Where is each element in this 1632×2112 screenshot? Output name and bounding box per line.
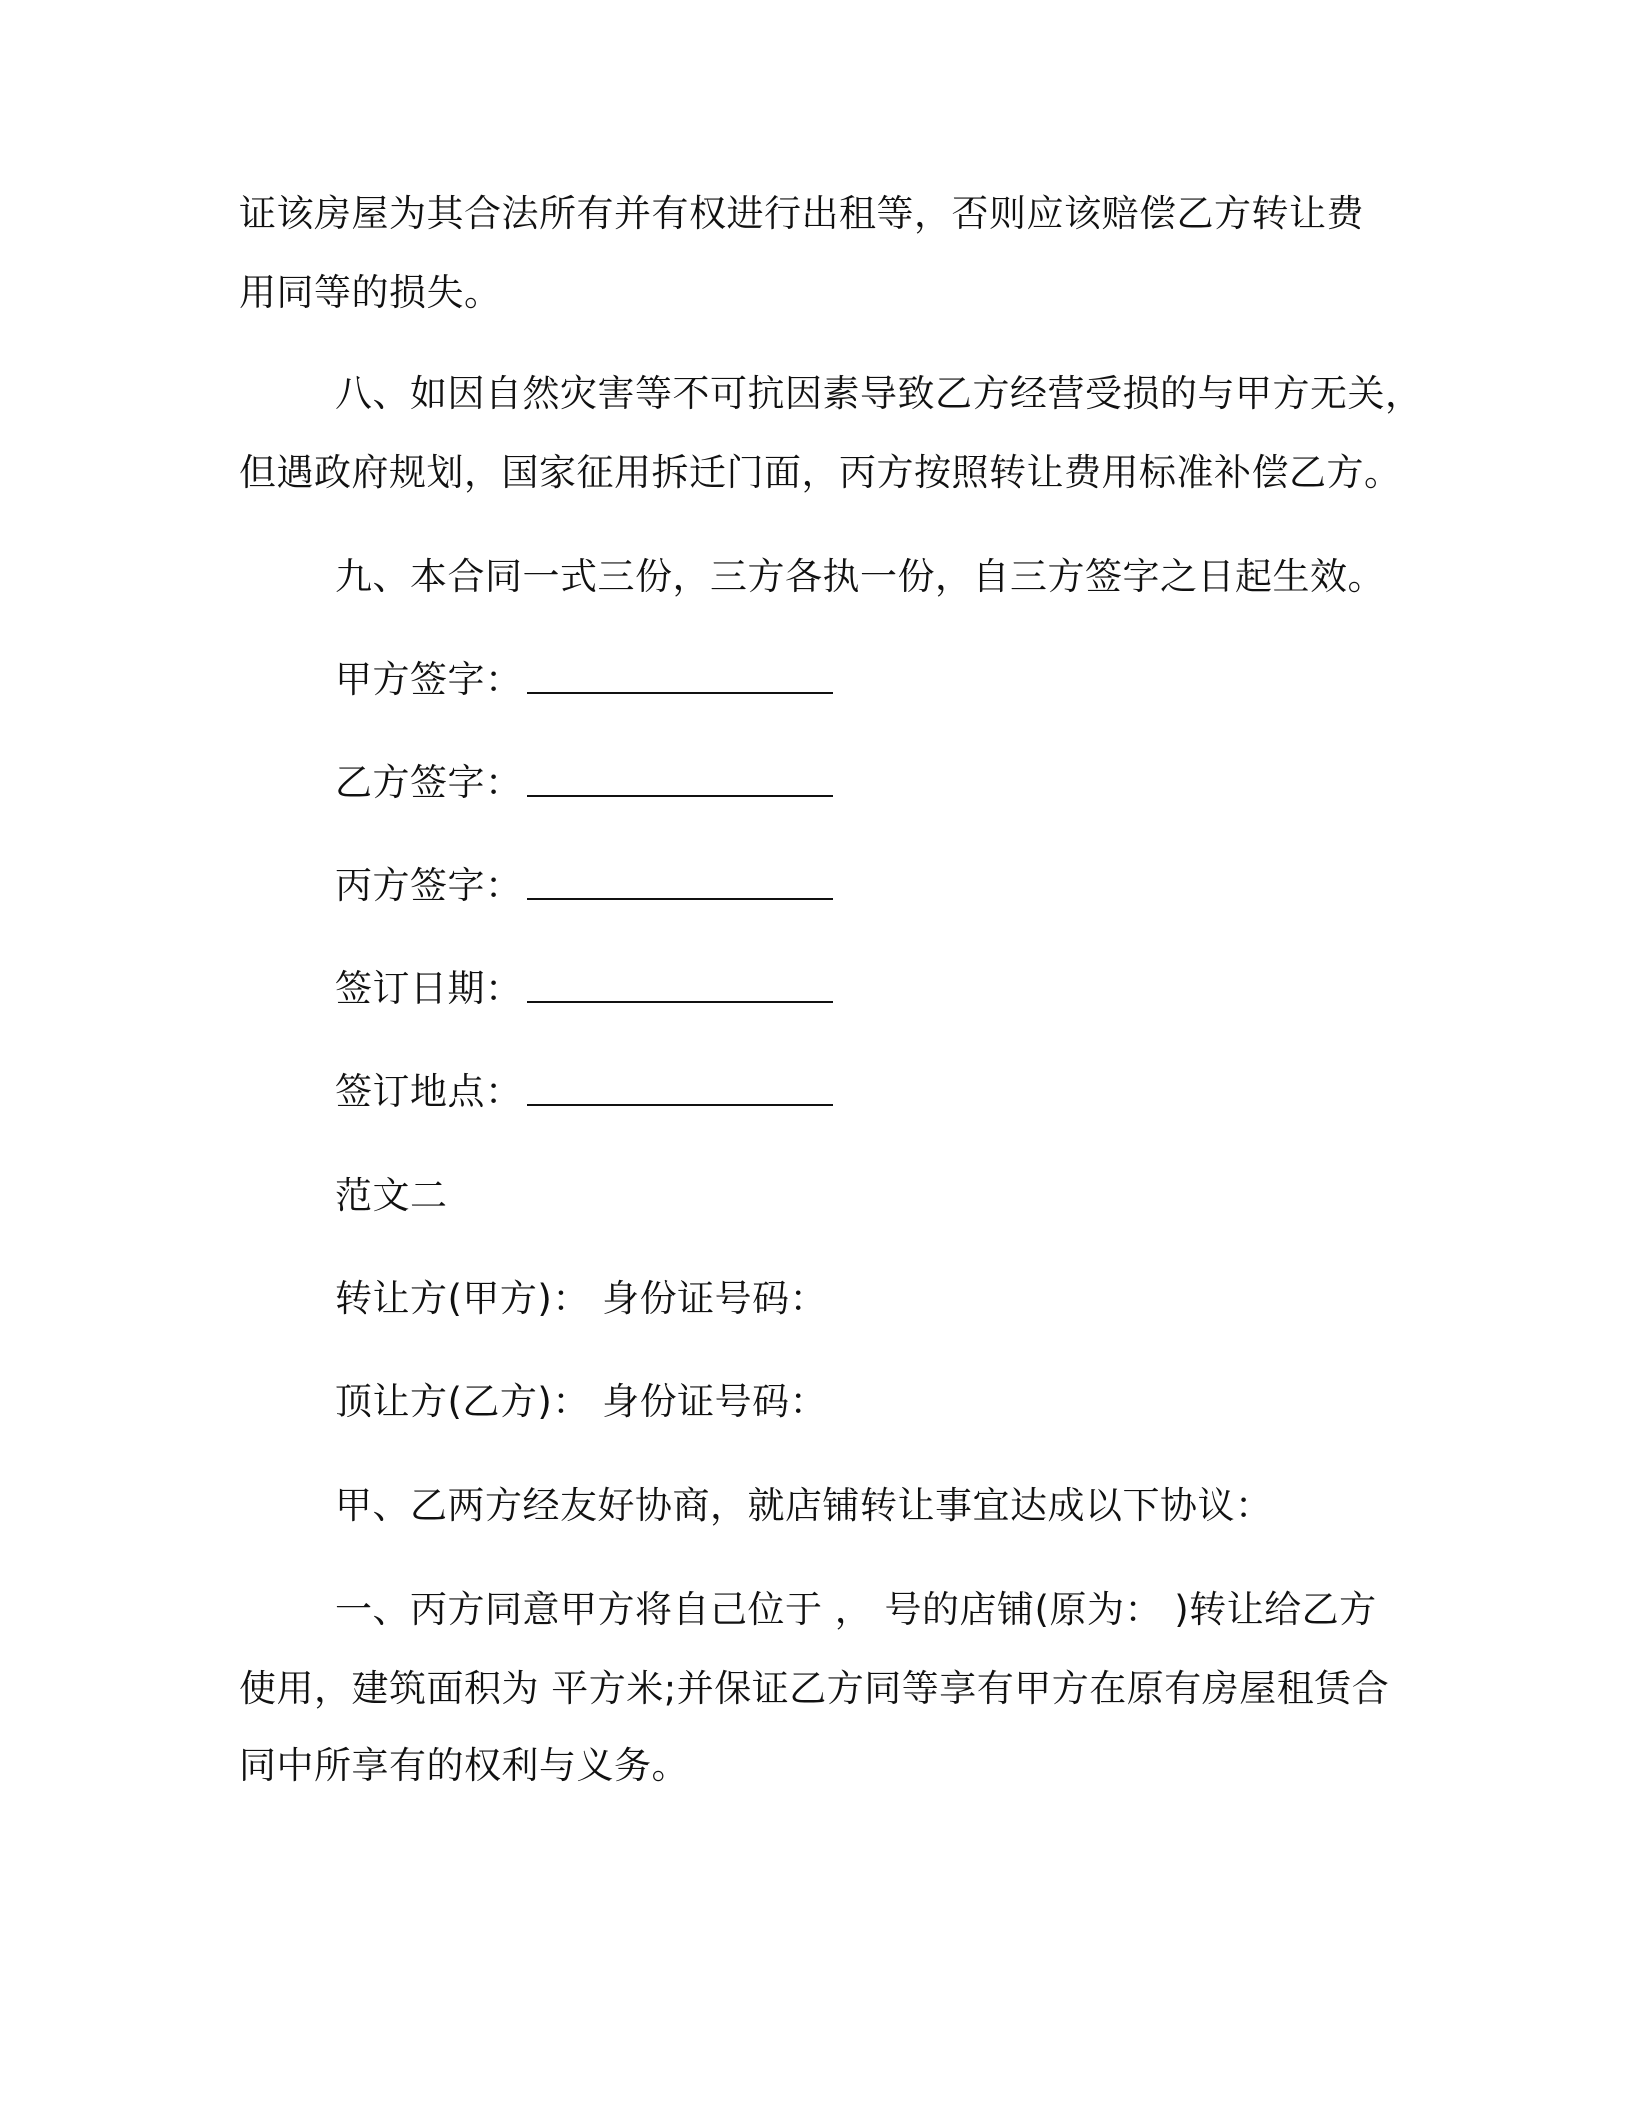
clause-8-line-2: 但遇政府规划，国家征用拆迁门面，丙方按照转让费用标准补偿乙方。 — [239, 451, 1402, 494]
signature-party-b-label: 乙方签字： — [335, 761, 523, 804]
clause-9: 九、本合同一式三份，三方各执一份，自三方签字之日起生效。 — [335, 555, 1385, 598]
signature-party-c — [335, 864, 833, 908]
signature-party-a-label: 甲方签字： — [335, 658, 523, 701]
transferee-line: 顶让方(乙方)： 身份证号码： — [335, 1380, 828, 1423]
signature-party-b — [335, 761, 833, 805]
sample-2-clause-1-line-2: 使用，建筑面积为 平方米;并保证乙方同等享有甲方在原有房屋租赁合 — [239, 1667, 1390, 1710]
signature-party-c-label: 丙方签字： — [335, 864, 523, 907]
sample-2-clause-1-line-1: 一、丙方同意甲方将自己位于 ， 号的店铺(原为： )转让给乙方 — [335, 1588, 1377, 1631]
signing-date-label: 签订日期： — [335, 967, 523, 1010]
signature-party-b-blank — [523, 761, 833, 805]
signing-place-blank — [523, 1070, 833, 1114]
signing-place — [335, 1070, 833, 1114]
sample-2-heading: 范文二 — [335, 1174, 448, 1217]
sample-2-clause-1-line-3: 同中所享有的权利与义务。 — [239, 1744, 689, 1787]
signature-party-a — [335, 658, 833, 702]
signing-date — [335, 967, 833, 1011]
signing-place-label: 签订地点： — [335, 1070, 523, 1113]
transferor-line: 转让方(甲方)： 身份证号码： — [335, 1277, 828, 1320]
paragraph-7-continued-line-2: 用同等的损失。 — [239, 271, 502, 314]
agreement-intro: 甲、乙两方经友好协商，就店铺转让事宜达成以下协议： — [335, 1484, 1273, 1527]
signature-party-a-blank — [523, 658, 833, 702]
clause-8-line-1: 八、如因自然灾害等不可抗因素导致乙方经营受损的与甲方无关， — [335, 372, 1423, 415]
paragraph-7-continued-line-1: 证该房屋为其合法所有并有权进行出租等，否则应该赔偿乙方转让费 — [239, 192, 1364, 235]
signature-party-c-blank — [523, 864, 833, 908]
signing-date-blank — [523, 967, 833, 1011]
